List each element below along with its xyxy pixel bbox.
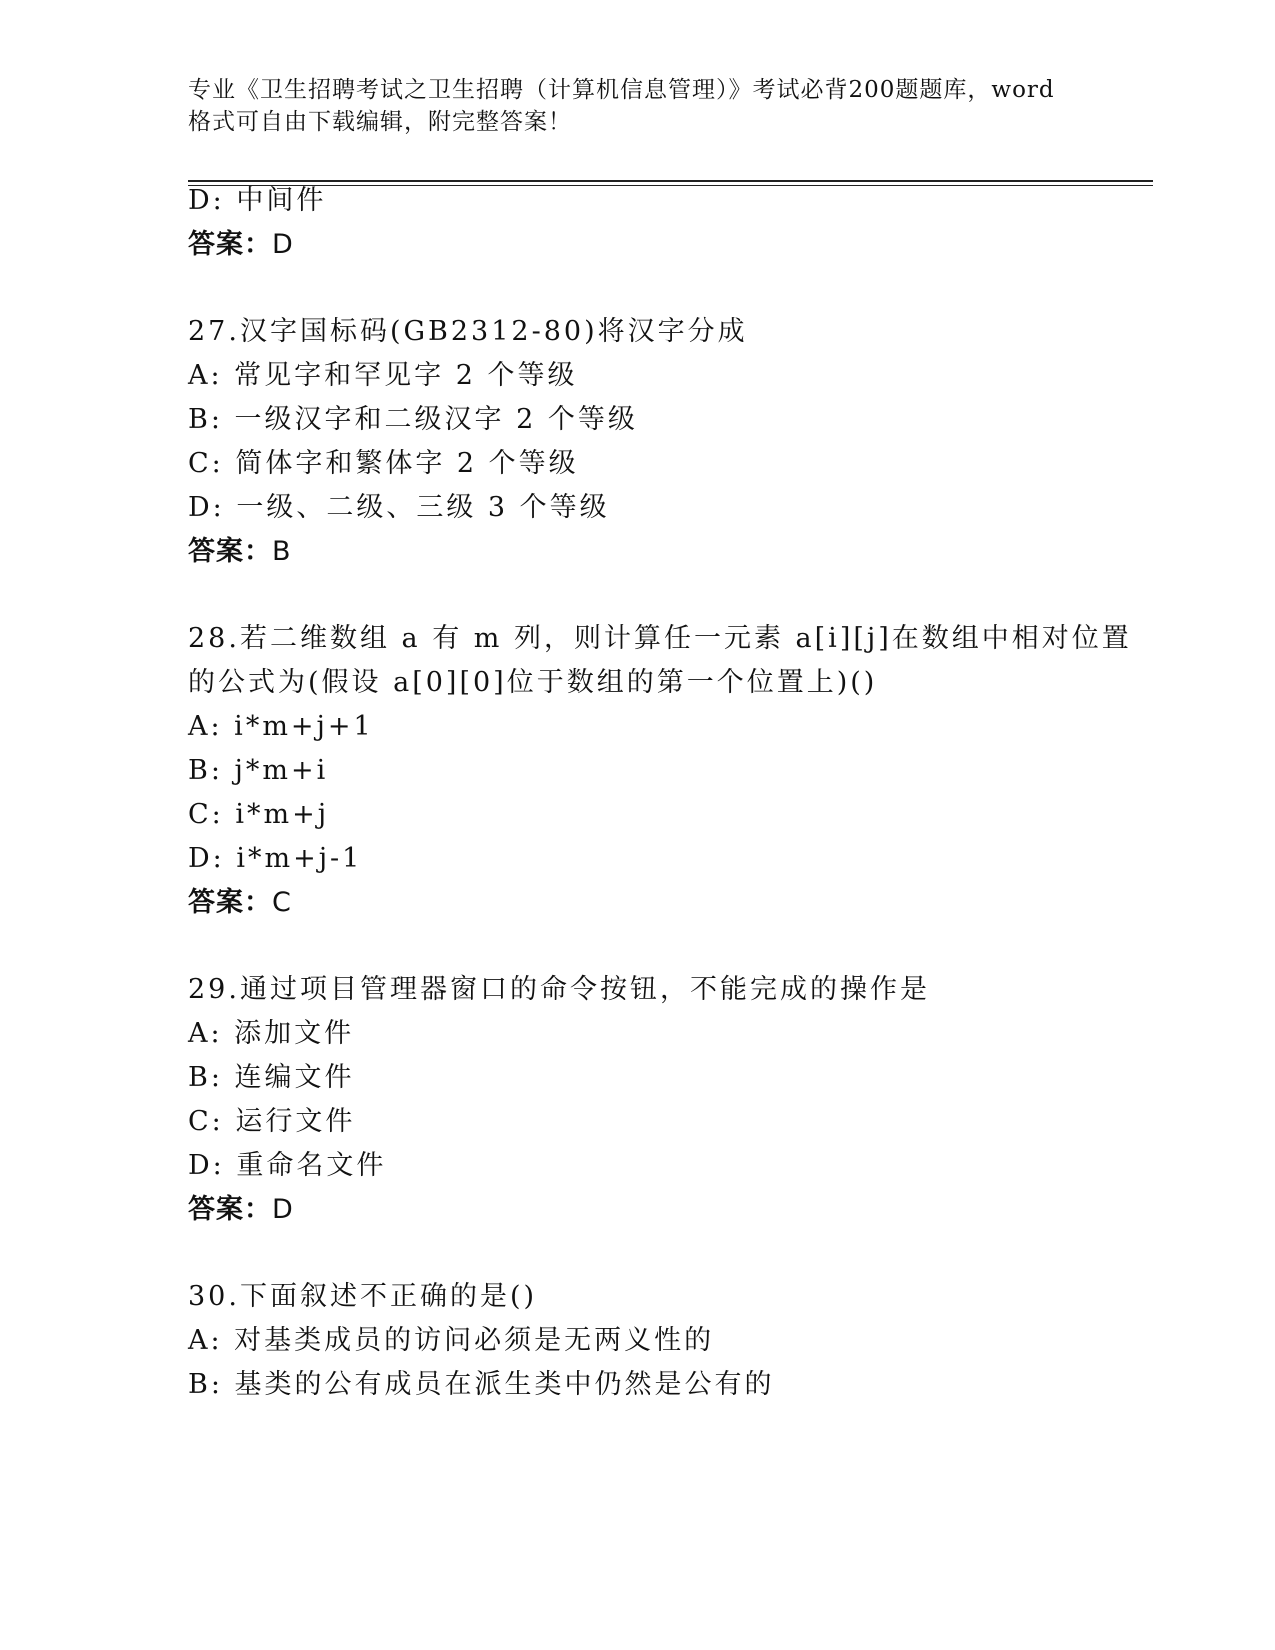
- question-29-option-d: D: 重命名文件: [188, 1150, 387, 1181]
- answer-value: D: [272, 229, 294, 260]
- question-28-option-a: A: i*m+j+1: [188, 711, 374, 742]
- answer-label: 答案：: [188, 536, 272, 567]
- question-30-option-a: A: 对基类成员的访问必须是无两义性的: [188, 1325, 715, 1356]
- question-29-option-a: A: 添加文件: [188, 1018, 355, 1049]
- header-divider-thin: [188, 185, 1153, 186]
- question-28-option-c: C: i*m+j: [188, 799, 330, 830]
- question-28-answer: [188, 886, 292, 920]
- question-28-stem-line-2: 的公式为(假设 a[0][0]位于数组的第一个位置上)(): [188, 667, 878, 698]
- question-29-option-c: C: 运行文件: [188, 1106, 356, 1137]
- document-header: [188, 74, 1088, 138]
- question-30-option-b: B: 基类的公有成员在派生类中仍然是公有的: [188, 1369, 775, 1400]
- answer-label: 答案：: [188, 887, 272, 918]
- question-28-option-b: B: j*m+i: [188, 755, 329, 786]
- question-27-stem: 27.汉字国标码(GB2312-80)将汉字分成: [188, 316, 748, 347]
- prev-option-d: D: 中间件: [188, 185, 327, 216]
- answer-value: D: [272, 1194, 294, 1225]
- question-30-stem: 30.下面叙述不正确的是(): [188, 1281, 538, 1312]
- prev-answer: [188, 228, 294, 262]
- question-27-answer: [188, 535, 292, 569]
- question-29-option-b: B: 连编文件: [188, 1062, 355, 1093]
- question-29-answer: [188, 1193, 294, 1227]
- question-28-option-d: D: i*m+j-1: [188, 843, 363, 874]
- header-divider: [188, 180, 1153, 182]
- answer-label: 答案：: [188, 1194, 272, 1225]
- question-27-option-a: A: 常见字和罕见字 2 个等级: [188, 360, 578, 391]
- question-29-stem: 29.通过项目管理器窗口的命令按钮，不能完成的操作是: [188, 974, 930, 1005]
- header-line-1: 专业《卫生招聘考试之卫生招聘（计算机信息管理）》考试必背200题题库，word: [188, 77, 1055, 103]
- question-27-option-d: D: 一级、二级、三级 3 个等级: [188, 492, 610, 523]
- question-28-stem-line-1: 28.若二维数组 a 有 m 列，则计算任一元素 a[i][j]在数组中相对位置: [188, 623, 1132, 654]
- answer-label: 答案：: [188, 229, 272, 260]
- question-27-option-b: B: 一级汉字和二级汉字 2 个等级: [188, 404, 638, 435]
- header-line-2: 格式可自由下载编辑，附完整答案！: [188, 109, 572, 135]
- answer-value: B: [272, 536, 292, 567]
- question-27-option-c: C: 简体字和繁体字 2 个等级: [188, 448, 579, 479]
- answer-value: C: [272, 887, 292, 918]
